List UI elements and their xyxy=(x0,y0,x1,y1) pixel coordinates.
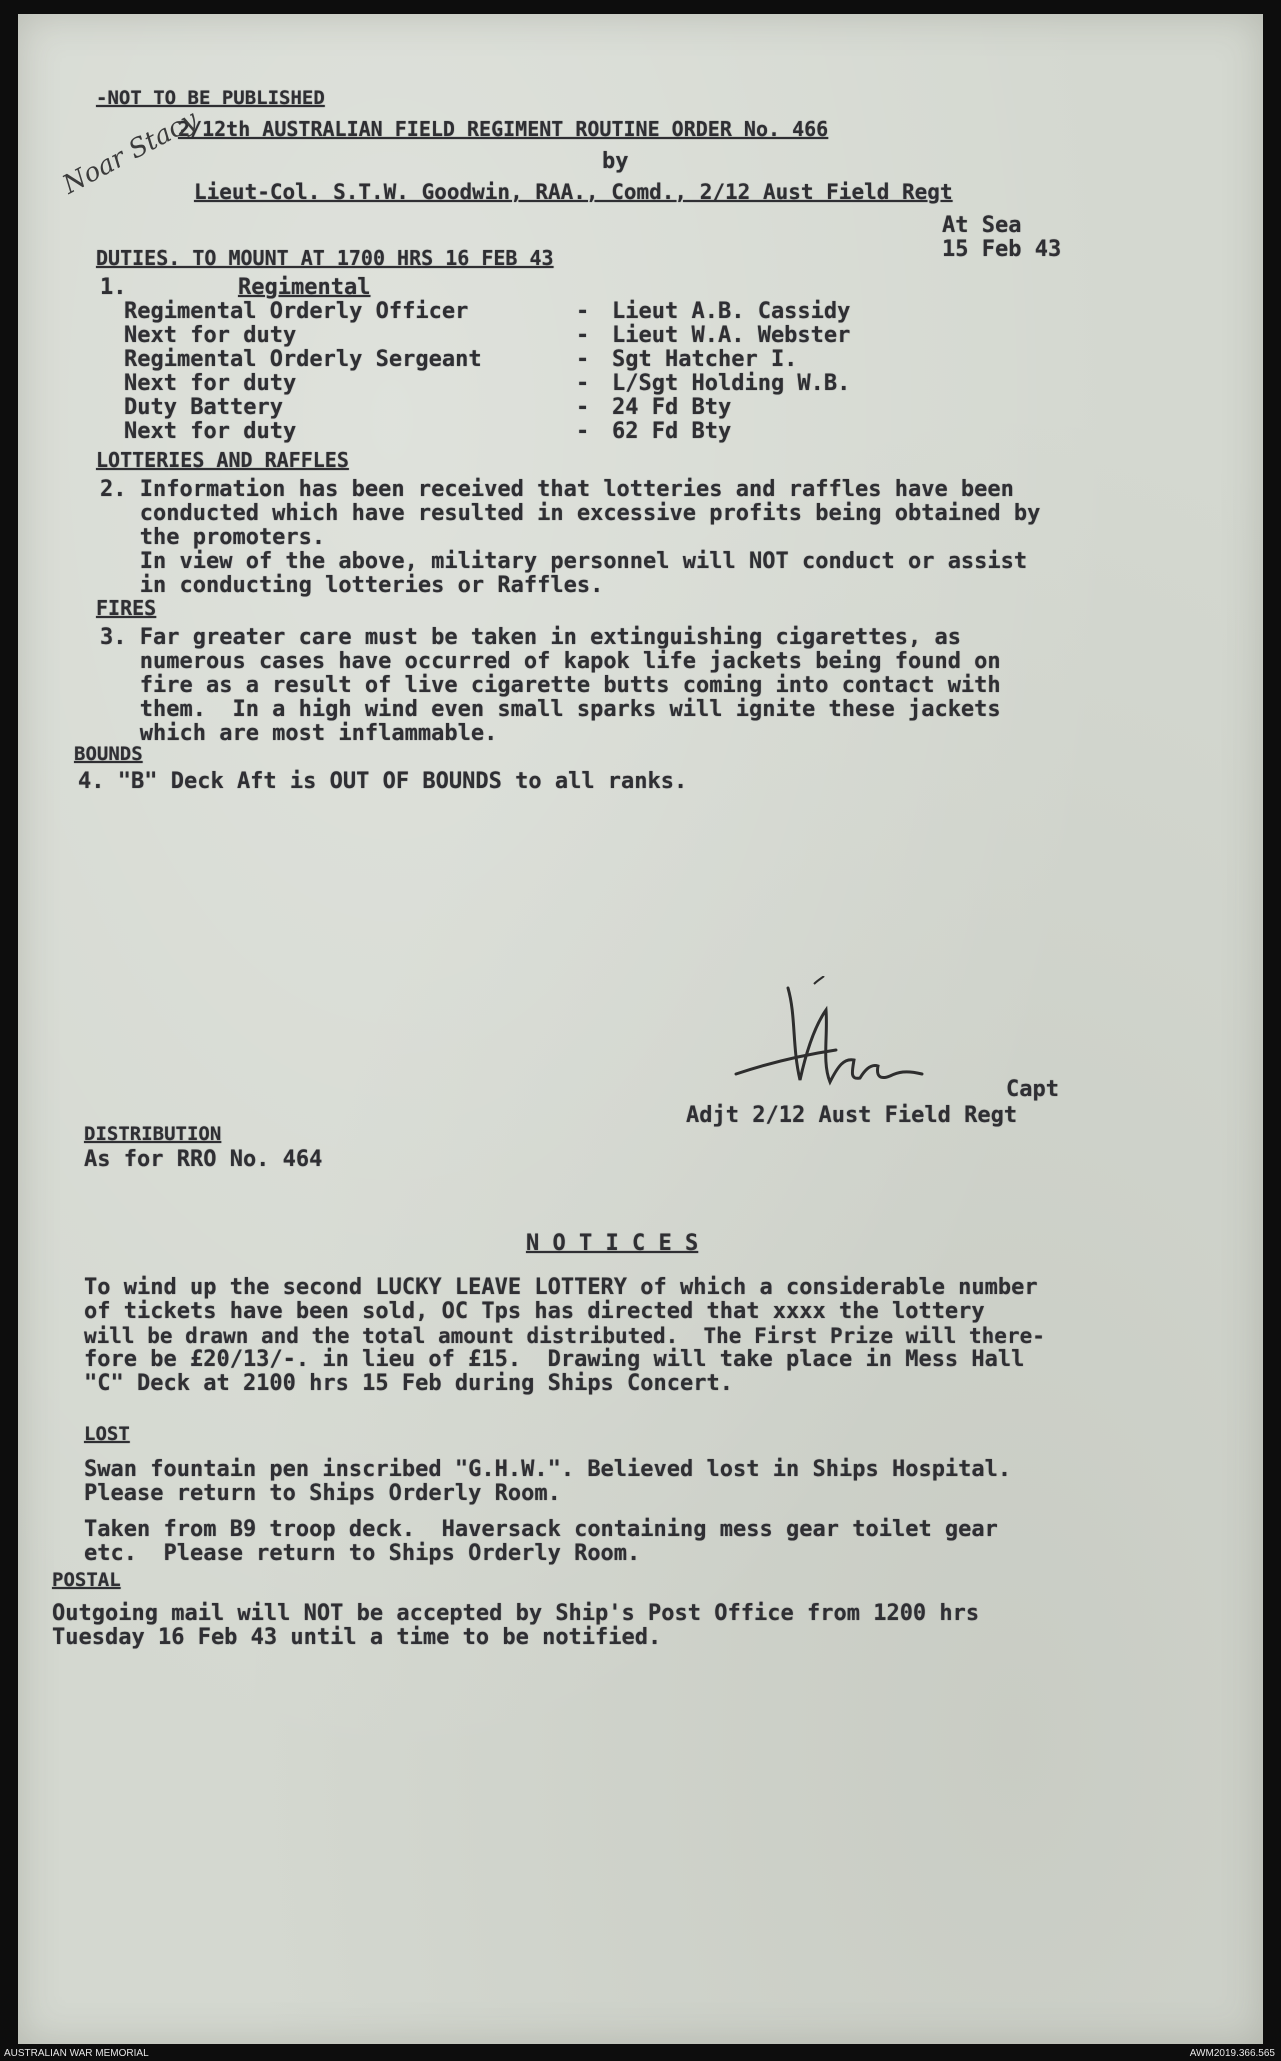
paragraph-line: Tuesday 16 Feb 43 until a time to be notified. xyxy=(52,1625,662,1650)
paragraph-line: "C" Deck at 2100 hrs 15 Feb during Ships Concert. xyxy=(84,1371,734,1396)
duty-row xyxy=(124,396,1024,420)
paragraph-line: fire as a result of live cigarette butts coming into contact with xyxy=(100,673,1001,698)
duty-row xyxy=(124,324,1024,348)
paragraph-line: which are most inflammable. xyxy=(100,721,498,746)
paragraph-line: etc. Please return to Ships Orderly Room. xyxy=(84,1541,641,1566)
duty-role: Duty Battery xyxy=(124,395,283,420)
fires-heading: FIRES xyxy=(96,596,157,620)
bounds-heading: BOUNDS xyxy=(74,743,143,765)
paragraph-line: numerous cases have occurred of kapok life jackets being found on xyxy=(100,649,1001,674)
signatory-rank: Capt xyxy=(1006,1077,1059,1102)
footer-right: AWM2019.366.565 xyxy=(1189,2048,1275,2059)
duty-dash: - xyxy=(576,299,590,324)
paragraph-line: the promoters. xyxy=(100,525,326,550)
signature-scribble xyxy=(726,976,986,1106)
postal-heading: POSTAL xyxy=(52,1569,121,1591)
distribution-line: As for RRO No. 464 xyxy=(84,1147,323,1172)
duties-heading: DUTIES. TO MOUNT AT 1700 HRS 16 FEB 43 xyxy=(96,246,554,270)
commander-line: Lieut-Col. S.T.W. Goodwin, RAA., Comd., 2/12 Aust Field Regt xyxy=(194,180,953,204)
paragraph-line: fore be £20/13/-. in lieu of £15. Drawing will take place in Mess Hall xyxy=(84,1347,1025,1372)
paragraph-line: 3. Far greater care must be taken in extinguishing cigarettes, as xyxy=(100,625,961,650)
paragraph-line: In view of the above, military personnel will NOT conduct or assist xyxy=(100,549,1028,574)
location: At Sea xyxy=(942,213,1022,238)
duty-role: Regimental Orderly Sergeant xyxy=(124,347,482,372)
paragraph-line: 2. Information has been received that lotteries and raffles have been xyxy=(100,477,1014,502)
duty-person: Sgt Hatcher I. xyxy=(612,347,798,372)
by-line: by xyxy=(602,149,629,174)
duty-role: Regimental Orderly Officer xyxy=(124,299,469,324)
paragraph-line: will be drawn and the total amount distributed. The First Prize will there- xyxy=(84,1324,1045,1348)
paragraph-line: Outgoing mail will NOT be accepted by Ship's Post Office from 1200 hrs xyxy=(52,1601,980,1626)
notices-heading: N O T I C E S xyxy=(526,1231,699,1256)
paragraph-line: conducted which have resulted in excessive profits being obtained by xyxy=(100,501,1041,526)
duty-row xyxy=(124,348,1024,372)
lotteries-heading: LOTTERIES AND RAFFLES xyxy=(96,448,349,472)
not-to-be-published-header: -NOT TO BE PUBLISHED xyxy=(96,87,325,109)
section-1-number: 1. xyxy=(100,275,127,300)
handwritten-note: Noar Stacy xyxy=(58,104,203,201)
distribution-heading: DISTRIBUTION xyxy=(84,1123,222,1145)
duties-table xyxy=(124,300,1024,444)
duty-person: 24 Fd Bty xyxy=(612,395,732,420)
paragraph-line: Taken from B9 troop deck. Haversack containing mess gear toilet gear xyxy=(84,1517,998,1542)
paragraph-line: them. In a high wind even small sparks will ignite these jackets xyxy=(100,697,1001,722)
footer-left: AUSTRALIAN WAR MEMORIAL xyxy=(4,2048,149,2059)
duty-row xyxy=(124,420,1024,444)
duty-role: Next for duty xyxy=(124,371,297,396)
paragraph-line: in conducting lotteries or Raffles. xyxy=(100,573,604,598)
duty-role: Next for duty xyxy=(124,323,297,348)
paragraph-line: To wind up the second LUCKY LEAVE LOTTERY of which a considerable number xyxy=(84,1275,1038,1300)
duty-dash: - xyxy=(576,419,590,444)
document-page xyxy=(18,14,1263,2044)
duty-row xyxy=(124,300,1024,324)
paragraph-line: Please return to Ships Orderly Room. xyxy=(84,1481,561,1506)
lost-heading: LOST xyxy=(84,1423,130,1445)
duty-person: 62 Fd Bty xyxy=(612,419,732,444)
duty-dash: - xyxy=(576,347,590,372)
duty-person: Lieut W.A. Webster xyxy=(612,323,851,348)
order-title: 2/12th AUSTRALIAN FIELD REGIMENT ROUTINE ORDER No. 466 xyxy=(178,117,829,141)
duty-dash: - xyxy=(576,395,590,420)
duty-row xyxy=(124,372,1024,396)
duty-person: Lieut A.B. Cassidy xyxy=(612,299,851,324)
duty-dash: - xyxy=(576,323,590,348)
section-1-heading: Regimental xyxy=(238,275,371,300)
paragraph-line: Swan fountain pen inscribed "G.H.W.". Believed lost in Ships Hospital. xyxy=(84,1457,1012,1482)
paragraph-line: of tickets have been sold, OC Tps has directed that xxxx the lottery xyxy=(84,1299,985,1324)
bounds-line: 4. "B" Deck Aft is OUT OF BOUNDS to all ranks. xyxy=(78,769,688,794)
duty-role: Next for duty xyxy=(124,419,297,444)
date: 15 Feb 43 xyxy=(942,237,1062,262)
signatory-title: Adjt 2/12 Aust Field Regt xyxy=(686,1103,1018,1128)
duty-person: L/Sgt Holding W.B. xyxy=(612,371,851,396)
duty-dash: - xyxy=(576,371,590,396)
